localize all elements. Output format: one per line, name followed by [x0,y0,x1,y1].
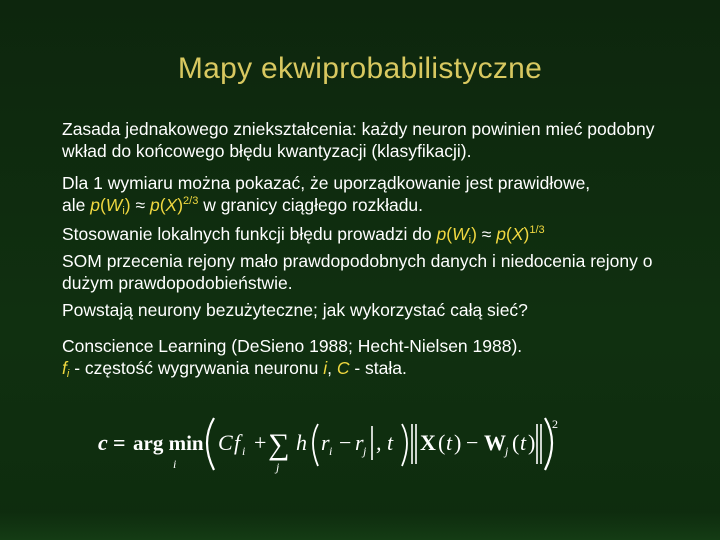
formula-C: C [218,430,233,455]
symbol-i: i [323,358,328,378]
formula-f: f [234,430,241,455]
slide-title: Mapy ekwiprobabilistyczne [177,52,543,85]
paragraph-som-bias: SOM przecenia rejony mało prawdopodobnych danych i niedocenia rejony o dużym prawdopodobieństwie. [62,251,653,293]
one-dimension-line1: Dla 1 wymiaru można pokazać, że uporządkowanie jest prawidłowe, [62,173,591,193]
paren-right-h [402,424,407,466]
formula-pw-inline: $p(W_i)$ [90,195,131,217]
formula-px-local: $p(X)^{1/3}$ [496,224,545,244]
formula-X-t: t [446,430,453,455]
formula-minus-2: − [466,430,479,455]
formula-h: h [296,430,307,455]
paren-left-big [207,418,214,470]
formula-comma-t: , t [376,430,394,455]
paragraph-local-error: Stosowanie lokalnych funkcji błędu prowadzi do $p(W_i) \approx p(X)^{1/3}$ [62,224,545,246]
slide-body [62,118,702,379]
one-dimension-suffix: w granicy ciągłego rozkładu. [198,195,424,215]
formula-X-paren-open: ( [438,430,446,455]
formula-plus: + [254,430,267,455]
formula-eq: = [113,430,126,455]
formula-sum: ∑ [268,428,290,461]
formula-W-sub: j [505,444,509,458]
formula-svg [96,412,566,476]
one-dimension-prefix: ale [62,195,91,215]
formula-f-sub: i [242,444,246,458]
formula-power: 2 [552,417,558,431]
paragraph-conscience-learning: Conscience Learning (DeSieno 1988; Hecht-Nielsen 1988). $f_i$ - częstość wygrywania neuronu i, C - stała. [62,336,523,380]
formula-W-paren-open: ( [512,430,520,455]
paragraph-useless-neurons: Powstają neurony bezużyteczne; jak wykorzystać całą sieć? [62,300,528,320]
formula-px-inline: $p(X)^{2/3}$ [149,195,199,215]
formula-argmin: arg min [133,431,204,455]
svg-text:i: i [329,444,333,458]
formula-ri: r [321,430,330,455]
formula-X-paren-close: ) [454,430,462,455]
formula-c: c [98,430,108,455]
formula-W: W [484,430,506,455]
formula-rj: r [355,430,364,455]
approx-symbol: ≈ [135,195,146,215]
formula-argmin-sub: i [173,457,177,471]
bottom-band [0,512,720,540]
formula-W-paren-close: ) [528,430,536,455]
symbol-fi: $f_i$ [62,358,70,380]
formula-X: X [420,430,436,455]
symbol-C: C [336,358,350,378]
paragraph-equal-distortion: Zasada jednakowego zniekształcenia: każdy neuron powinien mieć podobny wkład do końcowego błędu kwantyzacji (klasyfikacji). [62,119,655,161]
paren-right-big [545,418,552,470]
paren-left-h [313,424,318,466]
formula-sum-sub: j [276,460,280,474]
formula-W-t: t [520,430,527,455]
formula-pw-local: $p(W_i)$ [436,224,477,246]
conscience-formula [96,412,566,476]
formula-minus: − [339,430,352,455]
paragraph-one-dimension [62,172,702,216]
svg-text:j: j [363,444,367,458]
